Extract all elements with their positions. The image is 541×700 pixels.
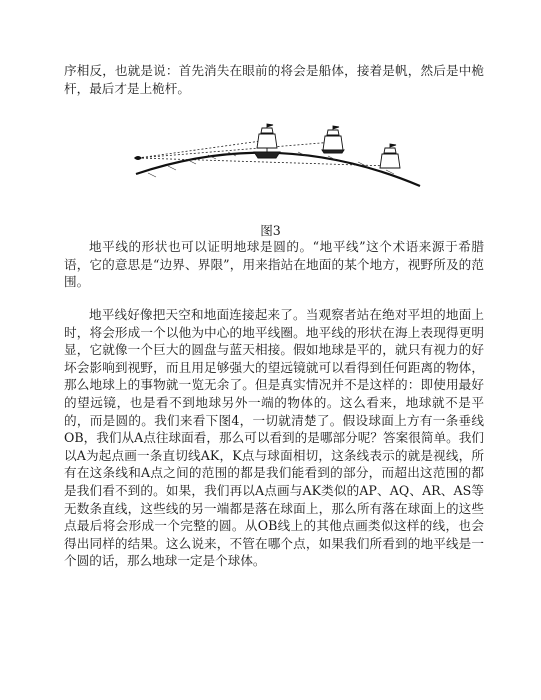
observer-eye-icon [134,156,142,160]
paragraph-ship-order: 序相反，也就是说：首先消失在眼前的将会是船体，接着是帆，然后是中桅杆，最后才是上桅杆。 [64,63,484,96]
ship-near-icon [254,124,280,158]
paragraph-horizon-proof: 地平线好像把天空和地面连接起来了。当观察者站在绝对平坦的地面上时，将会形成一个以他为中心的地平线圈。地平线的形状在海上表现得更明显，它就像一个巨大的圆盘与蓝天相接。假如地球是平的，就只有视力的好坏会影响到视野，而且用足够强大的望远镜就可以看得到任何距离的物体，那么地球上的事物就一览无余了。但是真实情况并不是这样的：即使用最好的望远镜，也是看不到地球另外一端的物体的。这么看来，地球就不是平的，而是圆的。我们来看下图4，一切就清楚了。假设球面上方有一条垂线OB，我们从A点往球面看，那么可以看到的是哪部分呢？答案很简单。我们以A为起点画一条直切线AK，K点与球面相切，这条线表示的就是视线，所有在这条线和A点之间的范围的都是我们能看到的部分，而超出这范围的都是我们看不到的。如果，我们再以A点画与AK类似的AP、AQ、AR、AS等无数条直线，这些线的另一端都是落在球面上，那么所有落在球面上的这些点最后将会形成一个完整的圆。从OB线上的其他点画类似这样的线，也会得出同样的结果。这么说来，不管在哪个点，如果我们所看到的地平线是一个圆的话，那么地球一定是个球体。 [64,307,484,569]
earth-curve [136,153,420,186]
figure-caption: 图3 [260,223,281,238]
figure-ships-over-horizon [128,122,428,204]
ship-far-icon [380,144,400,168]
paragraph-horizon-definition: 地平线的形状也可以证明地球是圆的。“地平线”这个术语来源于希腊语，它的意思是“边界、界限”，用来指站在地面的某个地方，视野所及的范围。 [64,239,484,290]
ship-middle-icon [322,126,344,153]
